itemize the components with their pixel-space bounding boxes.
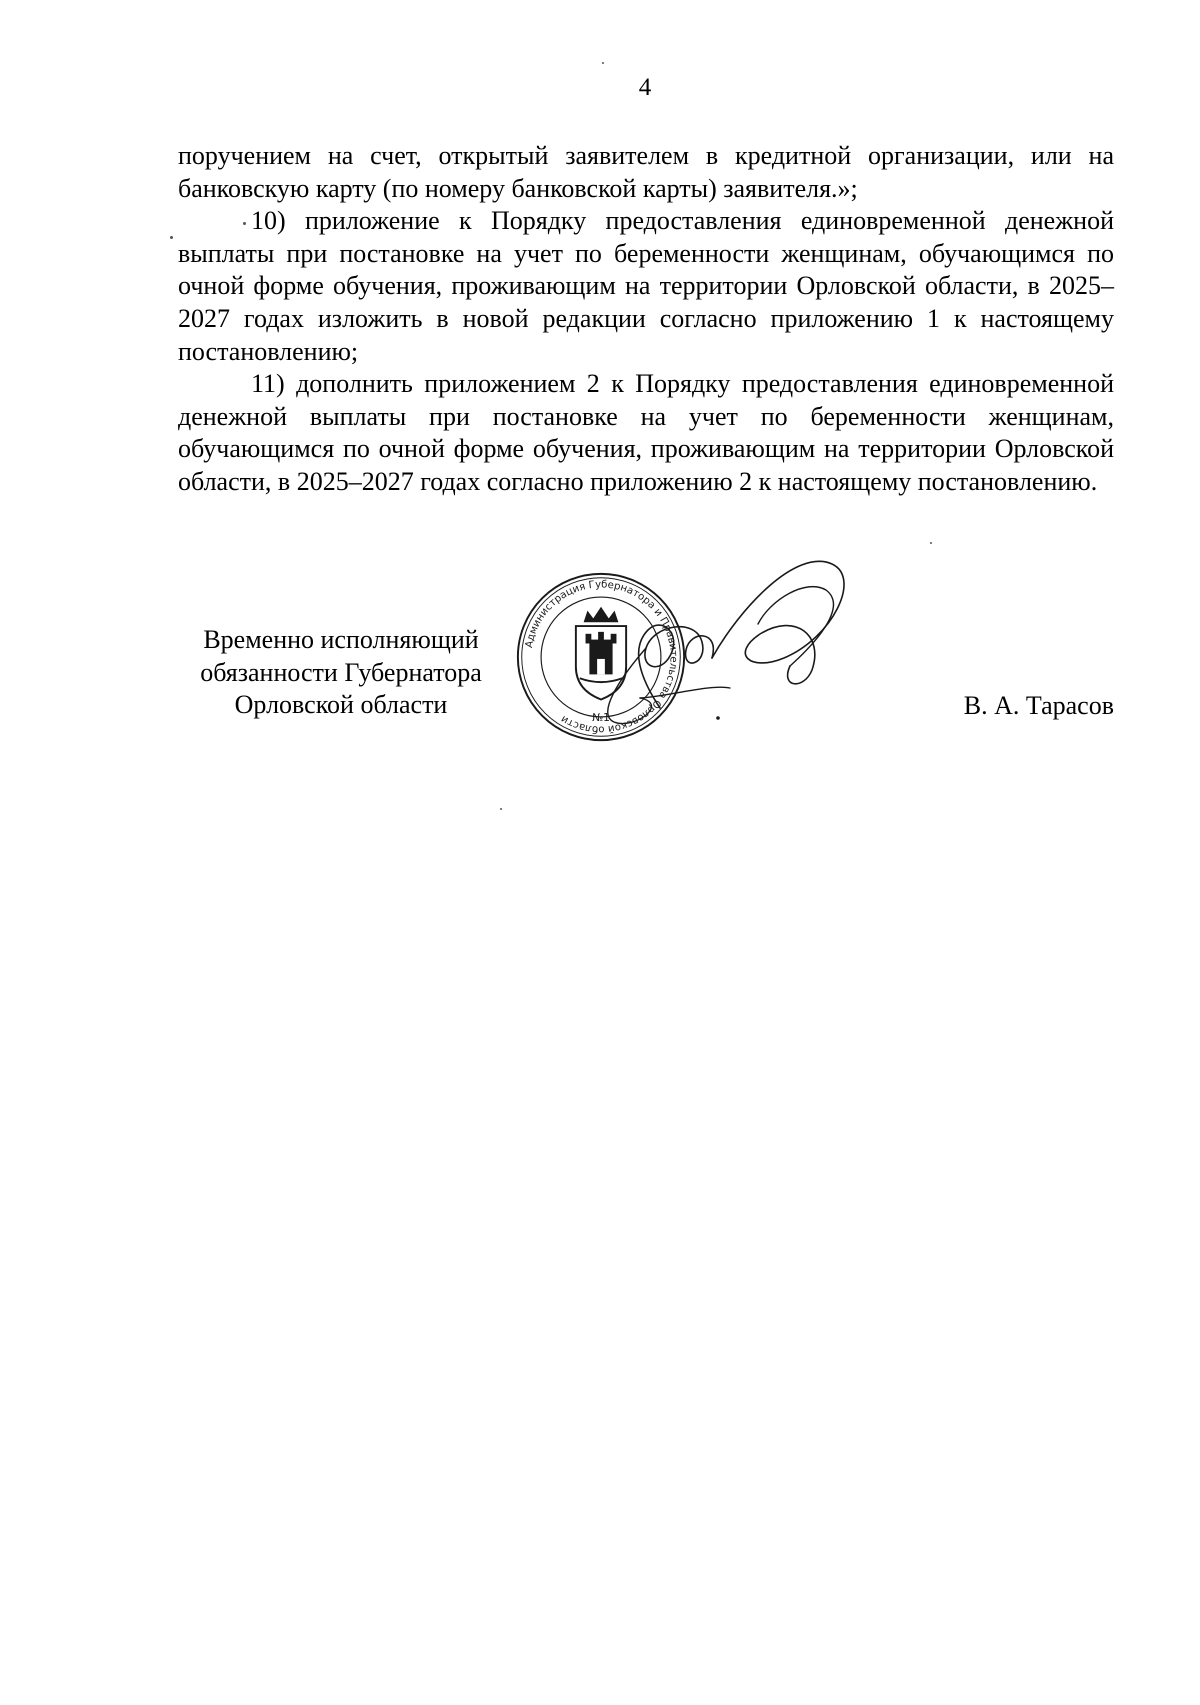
document-body bbox=[178, 140, 1114, 499]
scan-speck bbox=[930, 542, 932, 544]
signer-title-line: Временно исполняющий bbox=[203, 625, 479, 654]
seal-ring-text: Администрация Губернатора и Правительства Орловской области bbox=[523, 579, 679, 735]
scan-speck bbox=[500, 808, 502, 810]
scan-speck bbox=[243, 222, 246, 225]
page-number: 4 bbox=[638, 74, 652, 101]
body-paragraph-item-10: 10) приложение к Порядку предоставления единовременной денежной выплаты при постановке на учет по беременности женщинам, обучающимся по очной форме обучения, проживающим на территории Орловской области, в 2025–2027 годах изложить в новой редакции согласно приложению 1 к настоящему постановлению; bbox=[178, 206, 1114, 366]
scan-speck bbox=[170, 236, 173, 239]
seal-number: №1 bbox=[592, 710, 610, 724]
handwritten-signature-icon bbox=[600, 538, 920, 778]
signer-title-line: Орловской области bbox=[234, 690, 448, 720]
signer-name: В. А. Тарасов bbox=[963, 691, 1114, 720]
signer-title bbox=[170, 624, 512, 722]
signer-title-line: обязанности Губернатора bbox=[200, 657, 482, 687]
scan-speck bbox=[602, 62, 604, 64]
body-paragraph-item-11: 11) дополнить приложением 2 к Порядку предоставления единовременной денежной выплаты при постановке на учет по беременности женщинам, обучающимся по очной форме обучения, проживающим на территории Орловской области, в 2025–2027 годах согласно приложению 2 к настоящему постановлению. bbox=[178, 369, 1114, 496]
body-paragraph-continuation: поручением на счет, открытый заявителем в кредитной организации, или на банковскую карту (по номеру банковской карты) заявителя.»; bbox=[178, 141, 1114, 203]
